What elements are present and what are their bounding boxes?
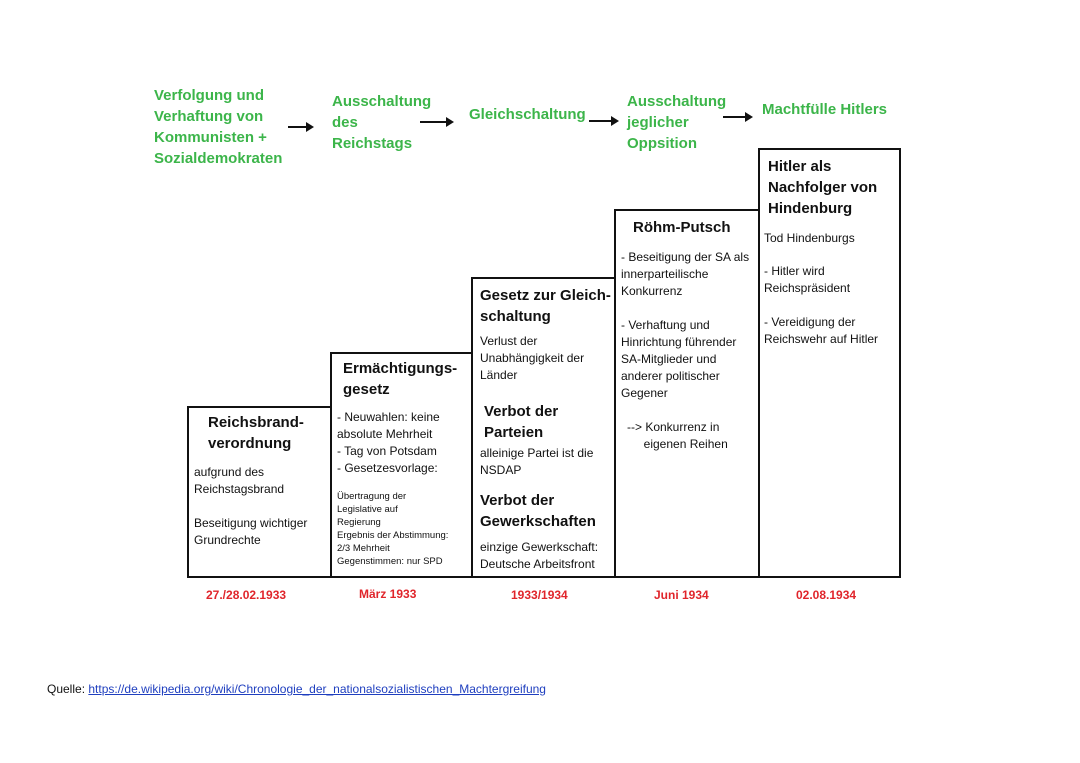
step-title: Ermächtigungs- gesetz — [343, 360, 458, 398]
step-ermaechtigungsgesetz — [330, 352, 473, 578]
step-text: Tod Hindenburgs — [764, 231, 855, 245]
arrow-right-icon — [420, 121, 452, 123]
step-roehm-putsch — [614, 209, 760, 578]
step-text: Beseitigung wichtiger Grundrechte — [194, 516, 308, 547]
step-title: Röhm-Putsch — [633, 219, 731, 236]
phase-5-label: Machtfülle Hitlers — [762, 101, 888, 118]
phase-2-label: Ausschaltung des Reichstags — [332, 93, 432, 152]
step-text: - Hitler wird Reichspräsident — [764, 264, 851, 295]
arrow-right-icon — [288, 126, 312, 128]
step-text: --> Konkurrenz in eigenen Reihen — [627, 420, 728, 451]
phase-1-label: Verfolgung und Verhaftung von Kommunisten + Sozialdemokraten — [154, 87, 283, 167]
step-title: Hitler als Nachfolger von Hindenburg — [768, 158, 878, 217]
step-title: Gesetz zur Gleich- schaltung — [480, 287, 611, 325]
date-label: Juni 1934 — [654, 588, 709, 602]
step-text: - Vereidigung der Reichswehr auf Hitler — [764, 315, 879, 346]
phase-4-label: Ausschaltung jeglicher Oppsition — [627, 93, 727, 152]
step-subtitle: Verbot der Gewerkschaften — [480, 492, 596, 530]
step-text: - Beseitigung der SA als innerparteilische Konkurrenz — [621, 250, 750, 298]
phase-3-label: Gleichschaltung — [469, 106, 586, 123]
step-reichsbrandverordnung — [187, 406, 332, 578]
step-text: alleinige Partei ist die NSDAP — [480, 446, 594, 477]
arrow-right-icon — [723, 116, 751, 118]
step-text: - Verhaftung und Hinrichtung führender SA-Mitglieder und anderer politischer Gegener — [621, 318, 737, 400]
arrow-right-icon — [589, 120, 617, 122]
step-gleichschaltung — [471, 277, 616, 578]
step-hitler-nachfolger — [758, 148, 901, 578]
source-line — [47, 682, 546, 696]
date-label: 1933/1934 — [511, 588, 568, 602]
date-label: März 1933 — [359, 587, 417, 601]
source-link[interactable]: https://de.wikipedia.org/wiki/Chronologie_der_nationalsozialistischen_Machtergreifung — [88, 682, 546, 696]
step-small-text: Übertragung der Legislative auf Regierung Ergebnis der Abstimmung: 2/3 Mehrheit Gegenstimmen: nur SPD — [337, 491, 449, 567]
step-text: einzige Gewerkschaft: Deutsche Arbeitsfront — [480, 540, 599, 571]
date-label: 02.08.1934 — [796, 588, 857, 602]
step-subtitle: Verbot der Parteien — [484, 403, 559, 441]
step-text: Verlust der Unabhängigkeit der Länder — [480, 334, 585, 382]
step-title: Reichsbrand- verordnung — [208, 414, 304, 452]
source-label: Quelle: — [47, 682, 86, 696]
date-label: 27./28.02.1933 — [206, 588, 287, 602]
step-text: - Neuwahlen: keine absolute Mehrheit - Tag von Potsdam - Gesetzesvorlage: — [337, 410, 440, 475]
step-text: aufgrund des Reichstagsbrand — [194, 465, 285, 496]
